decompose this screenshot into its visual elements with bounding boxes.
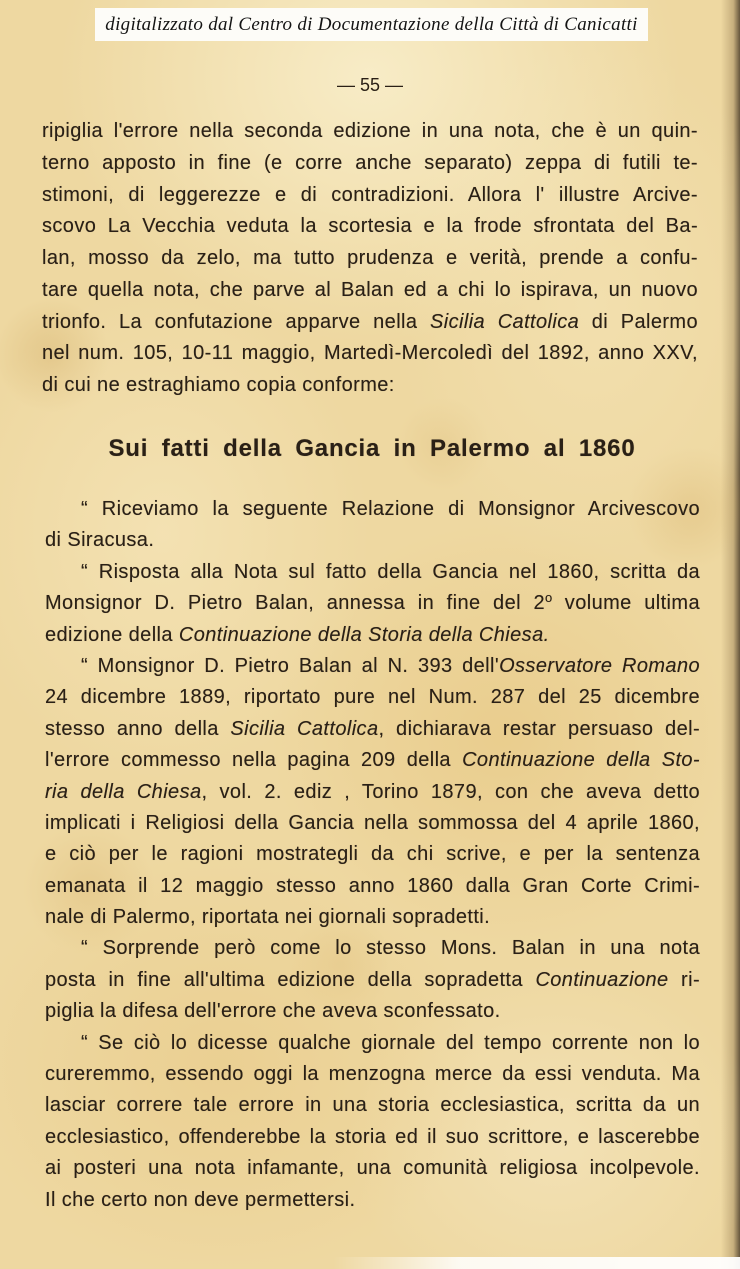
text-line: cureremmo, essendo oggi la menzogna merce da essi venduta. Ma <box>45 1063 700 1086</box>
text-line: lasciar correre tale errore in una storia ecclesiastica, scritta da un <box>45 1094 700 1117</box>
text-line <box>42 307 698 339</box>
paragraph <box>45 1028 700 1216</box>
italic-title: Sicilia Cattolica <box>430 310 580 333</box>
paragraph <box>45 557 700 651</box>
text-line: implicati i Religiosi della Gancia nella sommossa del 4 aprile 1860, <box>45 811 700 834</box>
relazione-text <box>45 494 700 1216</box>
text-line <box>45 651 700 682</box>
text-run: l'errore commesso nella pagina 209 della <box>45 749 463 772</box>
text-line: ripiglia l'errore nella seconda edizione in una nota, che è un quin- <box>42 120 698 142</box>
text-line <box>45 620 700 651</box>
page-number: — 55 — <box>336 75 404 95</box>
text-line: tare quella nota, che parve al Balan ed a chi lo ispirava, un nuovo <box>42 278 698 301</box>
section-heading: Sui fatti della Gancia in Palermo al 1860 <box>108 435 636 462</box>
text-line <box>45 714 700 745</box>
text-line: nel num. 105, 10-11 maggio, Martedì-Mercoledì del 1892, anno XXV, <box>42 342 698 365</box>
text-line: e ciò per le ragioni mostrategli da chi scrive, e per la sentenza <box>45 843 700 866</box>
text-run: posta in fine all'ultima edizione della sopradetta <box>45 968 536 991</box>
paragraph <box>45 494 700 557</box>
text-run: edizione della <box>45 623 179 646</box>
digitization-stamp <box>95 8 648 41</box>
text-line: stimoni, di leggerezze e di contradizioni. Allora l' illustre Arcive- <box>42 183 698 206</box>
text-line: ecclesiastico, offenderebbe la storia ed il suo scrittore, e lascerebbe <box>45 1125 700 1148</box>
text-run: Monsignor D. Pietro Balan, annessa in fine del 2 <box>45 592 546 615</box>
text-line: “ Riceviamo la seguente Relazione di Monsignor Arcivescovo <box>81 498 700 520</box>
stamp-text: digitalizzato dal Centro di Documentazione della Città di Canicatti <box>105 14 638 35</box>
text-line <box>45 588 700 619</box>
text-line: “ Sorprende però come lo stesso Mons. Balan in una nota <box>81 937 700 960</box>
text-line <box>45 745 700 776</box>
text-line: lan, mosso da zelo, ma tutto prudenza e verità, prende a confu- <box>42 247 698 269</box>
text-line: Il che certo non deve permettersi. <box>45 1188 356 1211</box>
text-line: ai posteri una nota infamante, una comunità religiosa incolpevole. <box>45 1157 700 1180</box>
paragraph <box>45 933 700 1027</box>
text-run: , vol. 2. ediz , Torino 1879, con che aveva detto <box>201 780 700 803</box>
paragraph <box>45 651 700 934</box>
text-run: di Palermo <box>579 310 699 333</box>
italic-title: Continuazione <box>535 968 669 991</box>
text-line: di cui ne estraghiamo copia conforme: <box>42 374 395 396</box>
text-run: trionfo. La confutazione apparve nella <box>42 310 431 333</box>
superscript-ordinal: o <box>545 590 553 606</box>
text-run: volume ultima <box>552 592 700 615</box>
text-line: “ Risposta alla Nota sul fatto della Gancia nel 1860, scritta da <box>81 560 700 583</box>
italic-title: Sicilia Cattolica <box>230 717 379 740</box>
text-run: ri- <box>668 968 701 991</box>
text-line <box>45 777 700 808</box>
text-line: emanata il 12 maggio stesso anno 1860 dalla Gran Corte Crimi- <box>45 874 700 897</box>
text-line: piglia la difesa dell'errore che aveva sconfessato. <box>45 1000 501 1023</box>
text-line: “ Se ciò lo dicesse qualche giornale del tempo corrente non lo <box>81 1031 700 1054</box>
text-line: nale di Palermo, riportata nei giornali sopradetti. <box>45 906 491 929</box>
text-run: , dichiarava restar persuaso del- <box>378 717 701 740</box>
text-line: terno apposto in fine (e corre anche separato) zeppa di futili te- <box>42 151 698 174</box>
intro-paragraph <box>42 116 698 402</box>
italic-title: Continuazione della Sto- <box>462 749 700 772</box>
text-line: scovo La Vecchia veduta la scortesia e la frode sfrontata del Ba- <box>42 215 698 238</box>
italic-title: Continuazione della Storia della Chiesa. <box>178 623 550 646</box>
text-line <box>45 965 700 996</box>
text-line: di Siracusa. <box>45 529 155 552</box>
text-run: stesso anno della <box>45 717 231 740</box>
text-line: 24 dicembre 1889, riportato pure nel Num. 287 del 25 dicembre <box>45 686 700 709</box>
text-run: “ Monsignor D. Pietro Balan al N. 393 dell' <box>81 654 500 677</box>
italic-title: Osservatore Romano <box>499 654 700 677</box>
italic-title: ria della Chiesa <box>45 780 202 803</box>
